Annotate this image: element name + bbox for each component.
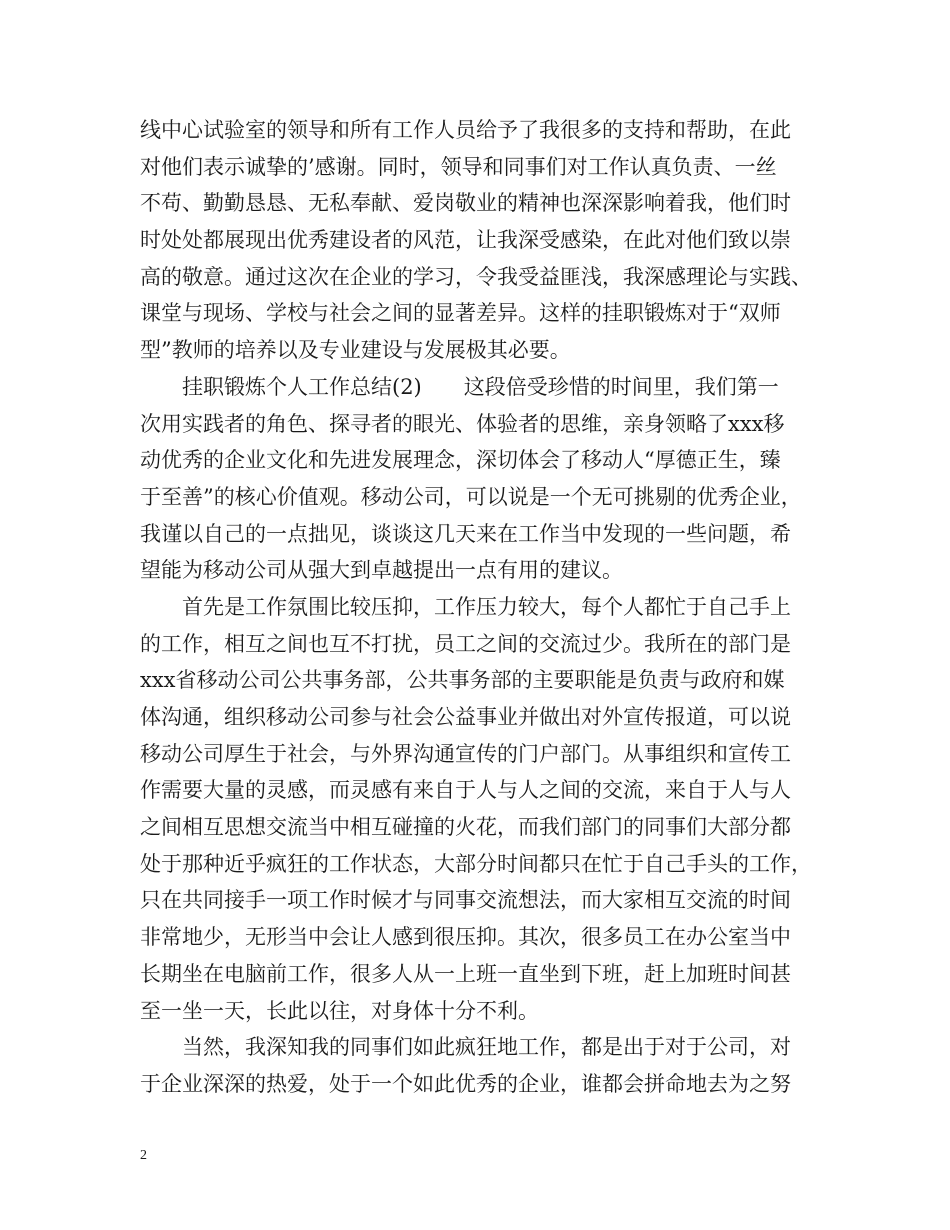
text-line: 高的敬意。通过这次在企业的学习，令我受益匪浅，我深感理论与实践、 [140,264,812,289]
text-line: 线中心试验室的领导和所有工作人员给予了我很多的支持和帮助，在此 [140,118,791,142]
text-line: 的工作，相互之间也互不打扰，员工之间的交流过少。我所在的部门是 [140,631,791,656]
text-line: 体沟通，组织移动公司参与社会公益事业并做出对外宣传报道，可以说 [140,705,791,729]
text-line: 次用实践者的角色、探寻者的眼光、体验者的思维，亲身领略了xxx移 [140,411,785,436]
text-line: 望能为移动公司从强大到卓越提出一点有用的建议。 [140,558,623,583]
text-line: 作需要大量的灵感，而灵感有来自于人与人之间的交流，来自于人与人 [140,778,791,803]
text-line: 不苟、勤勤恳恳、无私奉献、爱岗敬业的精神也深深影响着我，他们时 [140,191,791,216]
text-line: 型”教师的培养以及专业建设与发展极其必要。 [140,338,571,363]
text-line: 时处处都展现出优秀建设者的风范，让我深受感染，在此对他们致以崇 [140,228,791,253]
text-line: 只在共同接手一项工作时候才与同事交流想法，而大家相互交流的时间 [140,888,791,913]
text-line: 挂职锻炼个人工作总结(2) 这段倍受珍惜的时间里，我们第一 [182,374,779,399]
text-line: 于企业深深的热爱，处于一个如此优秀的企业，谁都会拼命地去为之努 [140,1071,791,1096]
text-line: 长期坐在电脑前工作，很多人从一上班一直坐到下班，赶上加班时间甚 [140,961,791,986]
text-line: 处于那种近乎疯狂的工作状态，大部分时间都只在忙于自己手头的工作， [140,851,812,876]
text-line: 至一坐一天，长此以往，对身体十分不利。 [140,998,539,1023]
text-line: 动优秀的企业文化和先进发展理念，深切体会了移动人“厚德正生，臻 [140,448,781,473]
text-line: 非常地少，无形当中会让人感到很压抑。其次，很多员工在办公室当中 [140,925,791,950]
text-line: 当然，我深知我的同事们如此疯狂地工作，都是出于对于公司，对 [182,1035,791,1060]
text-line: 对他们表示诚挚的’感谢。同时，领导和同事们对工作认真负责、一丝 [140,154,777,179]
page-number: 2 [140,1148,147,1163]
text-line: 我谨以自己的一点拙见，谈谈这几天来在工作当中发现的一些问题，希 [140,521,791,546]
text-line: 之间相互思想交流当中相互碰撞的火花，而我们部门的同事们大部分都 [140,815,791,840]
document-body [140,112,812,1103]
text-line: xxx省移动公司公共事务部，公共事务部的主要职能是负责与政府和媒 [140,668,785,693]
text-line: 首先是工作氛围比较压抑，工作压力较大，每个人都忙于自己手上 [182,594,791,619]
text-line: 课堂与现场、学校与社会之间的显著差异。这样的挂职锻炼对于“双师 [140,301,781,326]
text-line: 于至善”的核心价值观。移动公司，可以说是一个无可挑剔的优秀企业， [140,484,802,509]
text-line: 移动公司厚生于社会，与外界沟通宣传的门户部门。从事组织和宣传工 [140,741,791,766]
